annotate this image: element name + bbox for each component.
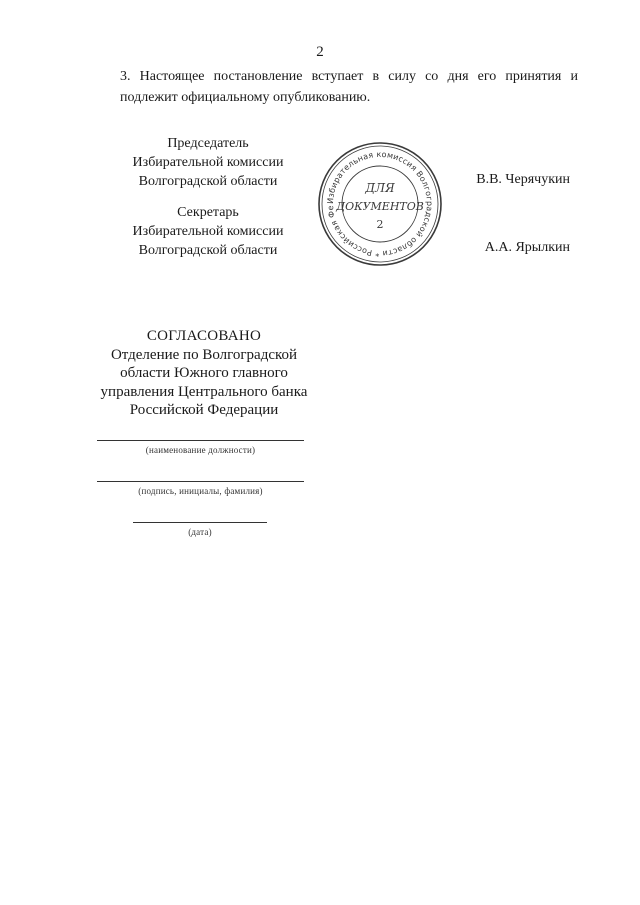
- stamp-center-line2: ДОКУМЕНТОВ: [336, 200, 424, 213]
- approval-line: области Южного главного: [120, 365, 288, 381]
- date-line: [133, 522, 267, 523]
- stamp-center-number: 2: [376, 218, 384, 231]
- resolution-paragraph: 3. Настоящее постановление вступает в силу со дня его принятия и подлежит официальному опубликованию.: [120, 69, 578, 105]
- page-number: 2: [316, 44, 324, 60]
- approval-title: СОГЛАСОВАНО: [146, 328, 262, 344]
- approval-line: управления Центрального банка: [100, 383, 308, 400]
- signer-chairman-title: [88, 134, 328, 191]
- signer-title-line: Волгоградской области: [138, 243, 278, 258]
- stamp-center-line1: ДЛЯ: [365, 181, 395, 195]
- position-signature-line: [97, 440, 304, 441]
- signer-title-line: Секретарь: [177, 205, 239, 220]
- signature-caption: (подпись, инициалы, фамилия): [138, 486, 263, 496]
- position-caption: (наименование должности): [145, 445, 256, 455]
- signer-chairman-name: В.В. Черячукин: [476, 172, 570, 187]
- signer-secretary-title: [88, 203, 328, 260]
- approval-block: [72, 327, 336, 420]
- signer-title-line: Избирательной комиссии: [132, 155, 284, 170]
- approval-line: Российской Федерации: [129, 402, 279, 418]
- approval-line: Отделение по Волгоградской: [110, 346, 298, 363]
- official-stamp: [316, 140, 444, 268]
- signer-title-line: Председатель: [167, 136, 249, 151]
- signature-name-line: [97, 481, 304, 482]
- date-caption: (дата): [188, 527, 212, 537]
- signer-secretary-name: А.А. Ярылкин: [484, 240, 570, 255]
- signer-title-line: Избирательной комиссии: [132, 224, 284, 239]
- stamp-ring-text: Избирательная комиссия Волгоградской области * Российская Фе: [325, 149, 435, 259]
- signer-title-line: Волгоградской области: [138, 174, 278, 189]
